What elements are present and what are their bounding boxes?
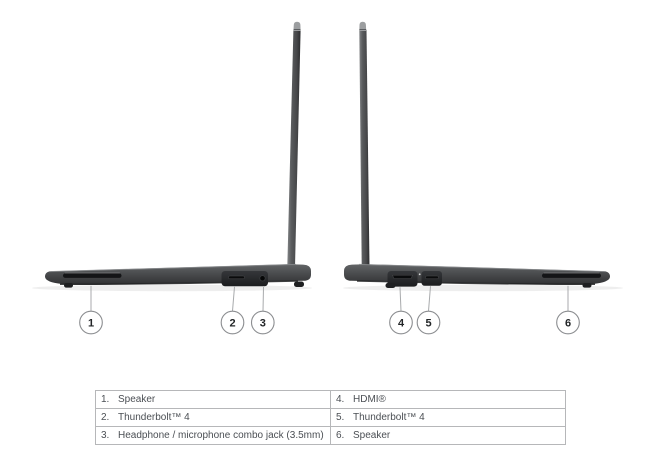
- front-foot: [583, 283, 592, 288]
- legend-item-label: Thunderbolt™ 4: [353, 412, 425, 423]
- speaker-grille-highlight: [544, 273, 600, 274]
- speaker-grille-highlight: [65, 273, 121, 274]
- hinge-foot: [294, 282, 304, 288]
- callout-2-number: 2: [229, 317, 236, 330]
- leader-line-3: [263, 287, 264, 311]
- legend-cell-thunderbolt-right: [331, 409, 566, 427]
- callout-1-number: 1: [87, 317, 95, 330]
- legend-item-number: 6.: [336, 430, 345, 441]
- legend-item-label: Thunderbolt™ 4: [118, 412, 190, 423]
- laptop-left-side-view: [32, 22, 312, 291]
- legend-item-label: Speaker: [118, 394, 156, 405]
- legend-item-number: 2.: [101, 412, 110, 423]
- thunderbolt-port: [229, 276, 245, 279]
- hdmi-port: [393, 275, 413, 278]
- callout-4-number: 4: [397, 317, 405, 330]
- ports-legend-table: [95, 390, 566, 445]
- leader-line-4: [400, 287, 401, 311]
- thunderbolt-port: [426, 276, 439, 279]
- callout-1: [80, 311, 103, 334]
- legend-item-number: 3.: [101, 430, 110, 441]
- legend-cell-thunderbolt-left: [96, 409, 331, 427]
- front-foot: [64, 283, 73, 288]
- legend-item-label: Headphone / microphone combo jack (3.5mm): [118, 430, 324, 441]
- callout-6: [557, 311, 580, 334]
- table-row: [96, 391, 566, 409]
- speaker-grille: [542, 273, 601, 278]
- status-led: [419, 273, 421, 275]
- table-row: [96, 427, 566, 445]
- callout-5: [417, 311, 440, 334]
- legend-cell-speaker-right: [331, 427, 566, 445]
- legend-item-number: 4.: [336, 394, 345, 405]
- callout-4: [390, 311, 413, 334]
- legend-item-number: 1.: [101, 394, 110, 405]
- screen: [359, 30, 369, 267]
- legend-cell-hdmi: [331, 391, 566, 409]
- legend-cell-speaker-left: [96, 391, 331, 409]
- speaker-grille: [63, 273, 122, 278]
- legend-cell-headphone-jack: [96, 427, 331, 445]
- callout-2: [221, 311, 244, 334]
- callout-5-number: 5: [425, 317, 432, 330]
- laptop-shadow: [343, 285, 623, 291]
- screen: [287, 30, 300, 267]
- legend-item-label: HDMI®: [353, 394, 386, 405]
- laptop-shadow: [32, 285, 312, 291]
- laptop-right-side-view: [343, 22, 623, 291]
- legend-item-label: Speaker: [353, 430, 391, 441]
- hinge-foot: [386, 283, 396, 288]
- legend-item-number: 5.: [336, 412, 345, 423]
- table-row: [96, 409, 566, 427]
- callout-3-number: 3: [259, 317, 266, 330]
- callout-6-number: 6: [564, 317, 572, 330]
- callout-3: [251, 311, 274, 334]
- headphone-jack: [260, 276, 265, 281]
